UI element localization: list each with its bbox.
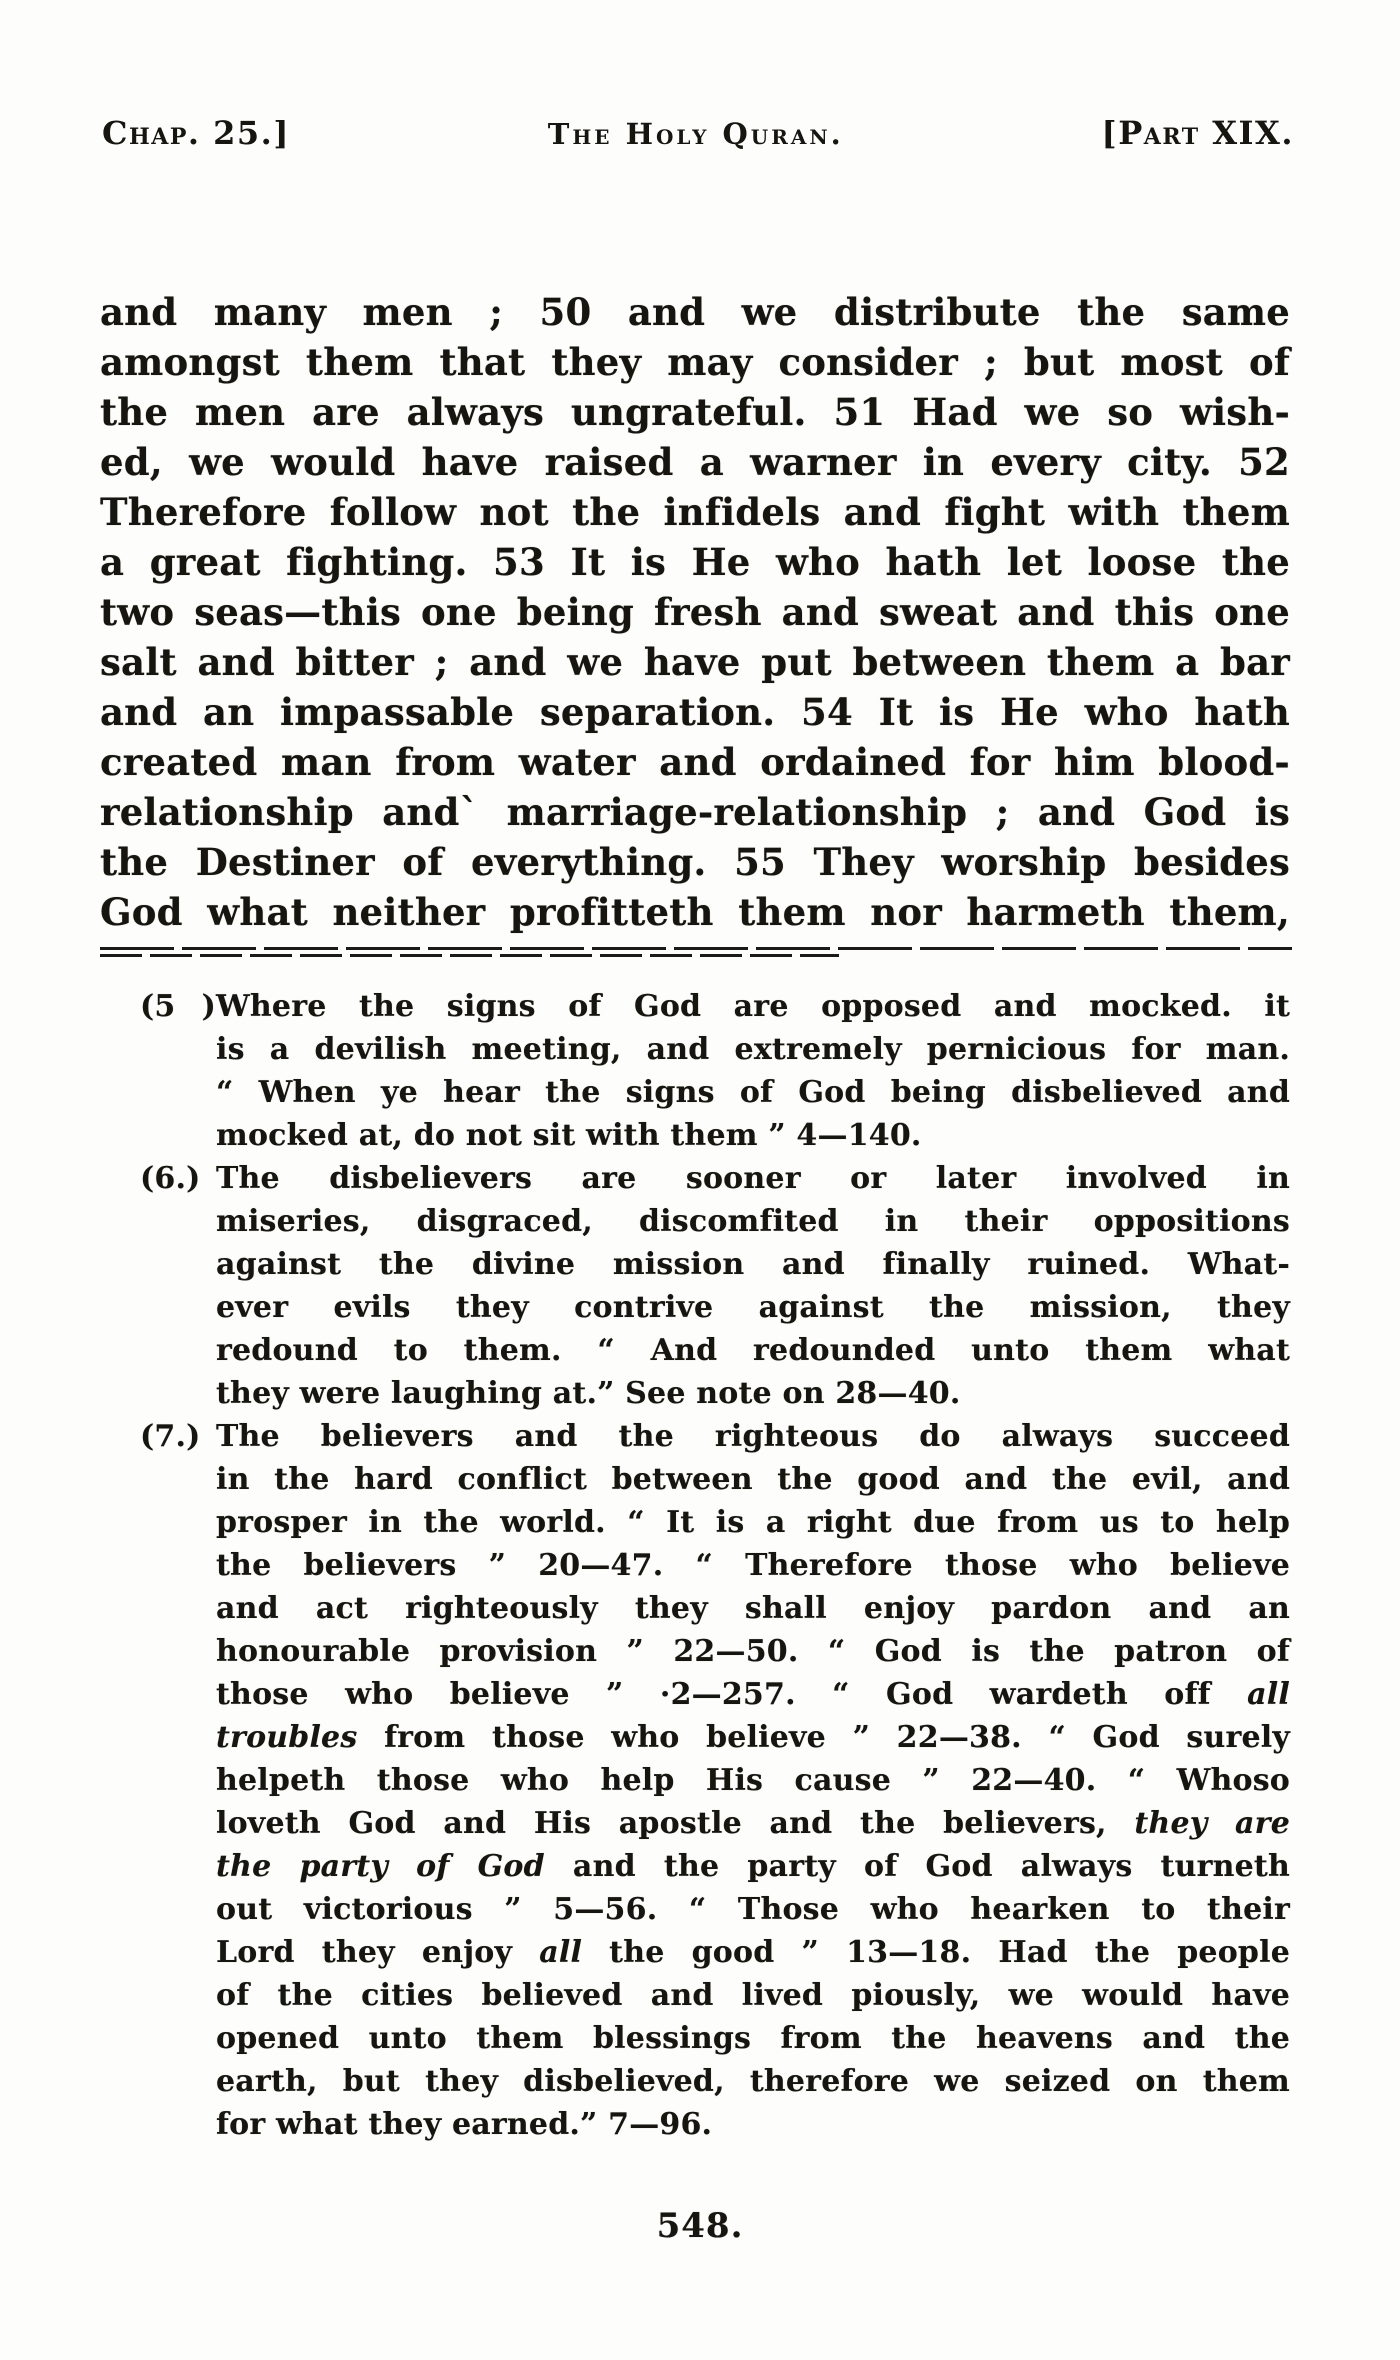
text-line: helpeth those who help His cause ” 22—40. “ Whoso	[216, 1763, 1290, 1798]
text-line: in the hard conflict between the good and the evil, and	[216, 1462, 1290, 1497]
text-line: two seas—this one being fresh and sweat and this one	[100, 590, 1290, 634]
text-line: and many men ; 50 and we distribute the same	[100, 290, 1290, 334]
text-line: honourable provision ” 22—50. “ God is the patron of	[216, 1634, 1290, 1669]
text-line: the Destiner of everything. 55 They worship besides	[100, 840, 1290, 884]
text-line: salt and bitter ; and we have put between them a bar	[100, 640, 1290, 684]
separator-line-upper	[100, 947, 1292, 950]
text-line: prosper in the world. “ It is a right due from us to help	[216, 1505, 1290, 1540]
text-line: and act righteously they shall enjoy pardon and an	[216, 1591, 1290, 1626]
text-line: Therefore follow not the infidels and fight with them	[100, 490, 1290, 534]
text-line: against the divine mission and finally ruined. What-	[216, 1247, 1290, 1282]
text-line: troubles from those who believe ” 22—38. “ God surely	[216, 1720, 1290, 1755]
text-line: opened unto them blessings from the heavens and the	[216, 2021, 1290, 2056]
text-line: (6.) The disbelievers are sooner or later involved in	[140, 1157, 1290, 1200]
text-line: mocked at, do not sit with them ” 4—140.	[216, 1118, 922, 1153]
text-line: ed, we would have raised a warner in every city. 52	[100, 440, 1290, 484]
text-line: God what neither profitteth them nor harmeth them,	[100, 890, 1290, 934]
text-line: they were laughing at.” See note on 28—40.	[216, 1376, 961, 1411]
footnote-separator	[100, 947, 1292, 957]
text-line: for what they earned.” 7—96.	[216, 2107, 713, 2142]
text-line: loveth God and His apostle and the believers, they are	[216, 1806, 1290, 1841]
footnote	[140, 1415, 1290, 2146]
text-line: is a devilish meeting, and extremely pernicious for man.	[216, 1032, 1290, 1067]
text-line: the party of God and the party of God always turneth	[216, 1849, 1290, 1884]
part-label: [Part XIX.	[1101, 114, 1294, 152]
text-line: ever evils they contrive against the mission, they	[216, 1290, 1290, 1325]
text-line: the believers ” 20—47. “ Therefore those who believe	[216, 1548, 1290, 1583]
text-line: relationship and` marriage-relationship ; and God is	[100, 790, 1290, 834]
footnote-label: (6.)	[140, 1161, 201, 1196]
page-number: 548.	[656, 2206, 744, 2246]
text-line: amongst them that they may consider ; but most of	[100, 340, 1290, 384]
text-line: (7.) The believers and the righteous do always succeed	[140, 1415, 1290, 1458]
text-line: (5 )Where the signs of God are opposed and mocked. it	[140, 985, 1290, 1028]
text-line: Lord they enjoy all the good ” 13—18. Had the people	[216, 1935, 1290, 1970]
separator-line-lower	[100, 954, 839, 957]
footnote-label: (5 )	[140, 989, 216, 1024]
text-line: redound to them. “ And redounded unto them what	[216, 1333, 1290, 1368]
text-line: and an impassable separation. 54 It is He who hath	[100, 690, 1290, 734]
footnote	[140, 985, 1290, 1157]
text-line: the men are always ungrateful. 51 Had we so wish-	[100, 390, 1290, 434]
text-line: those who believe ” ·2—257. “ God wardeth off all	[216, 1677, 1290, 1712]
footnotes-section	[140, 985, 1290, 2146]
text-line: of the cities believed and lived piously, we would have	[216, 1978, 1290, 2013]
chapter-label: Chap. 25.]	[102, 114, 290, 152]
footnote	[140, 1157, 1290, 1415]
text-line: “ When ye hear the signs of God being disbelieved and	[216, 1075, 1290, 1110]
text-line: a great fighting. 53 It is He who hath let loose the	[100, 540, 1290, 584]
book-title: The Holy Quran.	[547, 117, 844, 151]
text-line: out victorious ” 5—56. “ Those who hearken to their	[216, 1892, 1290, 1927]
text-line: miseries, disgraced, discomfited in their oppositions	[216, 1204, 1290, 1239]
footnote-label: (7.)	[140, 1419, 201, 1454]
text-line: created man from water and ordained for him blood-	[100, 740, 1290, 784]
verse-text-block	[100, 287, 1290, 937]
page-header	[0, 0, 1400, 159]
text-line: earth, but they disbelieved, therefore we seized on them	[216, 2064, 1290, 2099]
